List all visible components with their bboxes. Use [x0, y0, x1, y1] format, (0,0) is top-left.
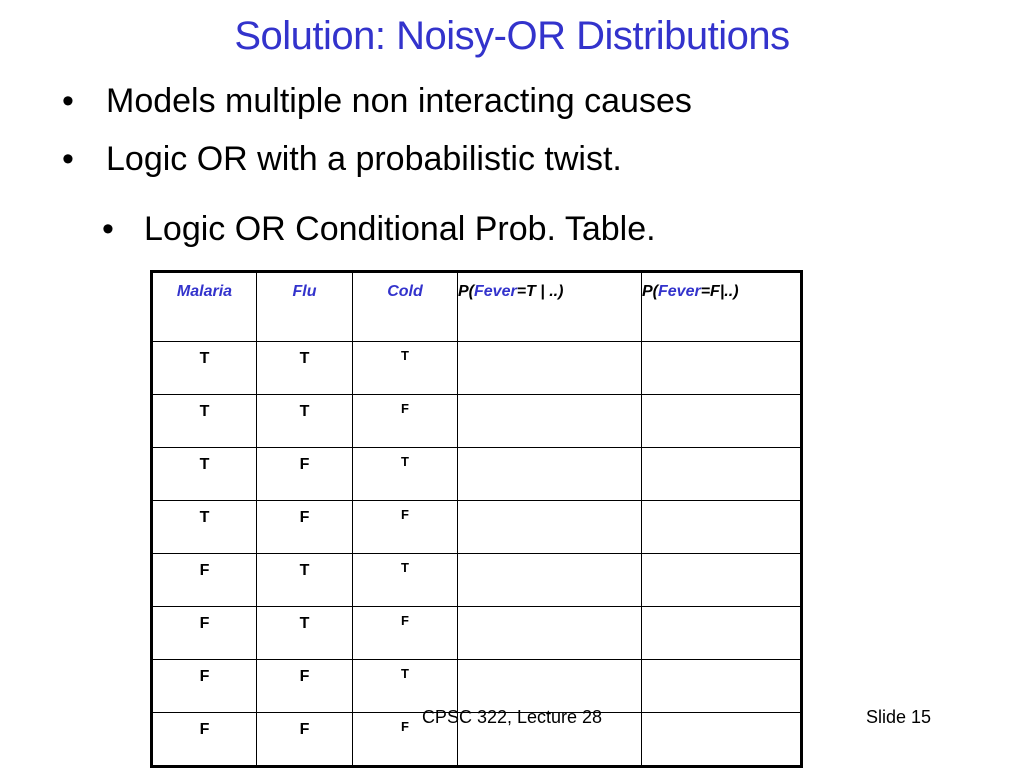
cell-cold: T: [353, 342, 458, 395]
bullet-text: Models multiple non interacting causes: [106, 82, 692, 120]
cell-malaria: F: [152, 554, 257, 607]
table-header-row: [152, 272, 802, 342]
table-row: [152, 660, 802, 713]
bullet-dot-icon: •: [62, 140, 74, 178]
cell-flu: T: [257, 554, 353, 607]
conditional-probability-table: [150, 270, 803, 768]
cell-cold: F: [353, 395, 458, 448]
cell-flu: T: [257, 342, 353, 395]
sub-bullet-text: Logic OR Conditional Prob. Table.: [144, 210, 656, 248]
cell-cold: T: [353, 448, 458, 501]
cell-malaria: F: [152, 660, 257, 713]
cell-flu: F: [257, 448, 353, 501]
cell-p-true: [458, 448, 642, 501]
cell-malaria: T: [152, 342, 257, 395]
cell-flu: T: [257, 395, 353, 448]
header-p-rest: =F|..): [700, 283, 739, 300]
table-row: [152, 554, 802, 607]
bullet-dot-icon: •: [102, 210, 114, 248]
cell-p-false: [642, 660, 802, 713]
header-p-open: P(: [458, 283, 474, 300]
slide-title: Solution: Noisy-OR Distributions: [234, 14, 790, 58]
cell-cold: F: [353, 713, 458, 767]
cell-flu: F: [257, 660, 353, 713]
table-row: [152, 448, 802, 501]
header-p-open: P(: [642, 283, 658, 300]
cell-malaria: T: [152, 501, 257, 554]
cell-p-false: [642, 342, 802, 395]
cell-p-false: [642, 554, 802, 607]
cell-malaria: T: [152, 395, 257, 448]
cell-flu: F: [257, 501, 353, 554]
header-malaria: Malaria: [152, 272, 257, 342]
header-fever-var: Fever: [658, 283, 701, 300]
cell-p-true: [458, 395, 642, 448]
cell-p-true: [458, 501, 642, 554]
cell-p-false: [642, 501, 802, 554]
cell-cold: T: [353, 554, 458, 607]
cell-p-true: [458, 660, 642, 713]
bullet-text: Logic OR with a probabilistic twist.: [106, 140, 622, 178]
cell-malaria: T: [152, 448, 257, 501]
cell-p-false: [642, 607, 802, 660]
header-p-fever-true: [458, 272, 642, 342]
cell-malaria: F: [152, 713, 257, 767]
cell-malaria: F: [152, 607, 257, 660]
header-p-rest: =T | ..): [516, 283, 564, 300]
cell-cold: F: [353, 607, 458, 660]
table-row: [152, 342, 802, 395]
bullet-dot-icon: •: [62, 82, 74, 120]
cell-flu: T: [257, 607, 353, 660]
header-flu: Flu: [257, 272, 353, 342]
footer-slide-number: Slide 15: [866, 707, 932, 727]
footer-lecture: CPSC 322, Lecture 28: [421, 707, 603, 727]
header-cold: Cold: [353, 272, 458, 342]
header-p-fever-false: [642, 272, 802, 342]
cell-cold: F: [353, 501, 458, 554]
table-row: [152, 395, 802, 448]
cell-p-false: [642, 448, 802, 501]
cell-p-false: [642, 395, 802, 448]
cell-p-true: [458, 607, 642, 660]
cell-p-true: [458, 554, 642, 607]
cell-flu: F: [257, 713, 353, 767]
cell-cold: T: [353, 660, 458, 713]
cell-p-true: [458, 342, 642, 395]
header-fever-var: Fever: [474, 283, 517, 300]
table-row: [152, 607, 802, 660]
table-row: [152, 501, 802, 554]
